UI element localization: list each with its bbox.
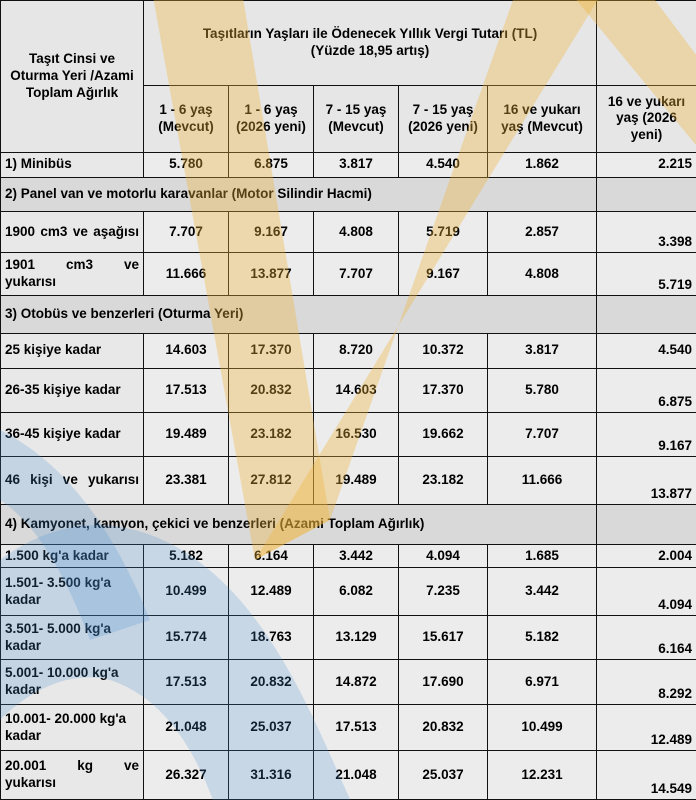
value-cell: 6.971 [488,660,597,705]
value-cell: 19.489 [144,412,229,457]
value-cell: 5.780 [144,152,229,177]
row-label: 1900 cm3 ve aşağısı [1,212,144,252]
value-cell: 4.540 [399,152,488,177]
value-cell: 3.442 [488,568,597,616]
value-cell: 13.129 [314,615,399,660]
value-cell: 14.549 [597,751,696,800]
value-cell: 4.808 [488,252,597,295]
value-cell: 25.037 [229,704,314,751]
section-title: 3) Otobüs ve benzerleri (Oturma Yeri) [1,296,597,333]
value-cell: 10.499 [144,568,229,616]
value-cell: 14.872 [314,660,399,705]
row-label: 5.001- 10.000 kg'a kadar [1,660,144,705]
value-cell: 6.082 [314,568,399,616]
column-header: 16 ve yukarı yaş (2026 yeni) [597,85,696,152]
value-cell: 8.292 [597,660,696,705]
row-label: 25 kişiye kadar [1,333,144,368]
section-filler [597,177,696,211]
value-cell: 20.832 [399,704,488,751]
value-cell: 21.048 [144,704,229,751]
row-label: 3.501- 5.000 kg'a kadar [1,615,144,660]
value-cell: 15.774 [144,615,229,660]
value-cell: 20.832 [229,369,314,412]
value-cell: 4.540 [597,333,696,368]
value-cell: 16.530 [314,412,399,457]
value-cell: 14.603 [314,369,399,412]
table-row [1,212,696,252]
value-cell: 25.037 [399,751,488,800]
value-cell: 15.617 [399,615,488,660]
column-header: 1 - 6 yaş (Mevcut) [144,85,229,152]
value-cell: 23.182 [399,457,488,505]
value-cell: 2.004 [597,545,696,568]
value-cell: 21.048 [314,751,399,800]
value-cell: 9.167 [229,212,314,252]
value-cell: 27.812 [229,457,314,505]
table-row [1,369,696,412]
table-row [1,252,696,295]
value-cell: 6.875 [597,369,696,412]
value-cell: 10.499 [488,704,597,751]
value-cell: 13.877 [229,252,314,295]
column-header: 16 ve yukarı yaş (Mevcut) [488,85,597,152]
row-label: 1) Minibüs [1,152,144,177]
value-cell: 5.719 [399,212,488,252]
value-cell: 31.316 [229,751,314,800]
table-row [1,333,696,368]
value-cell: 5.182 [488,615,597,660]
column-header: 7 - 15 yaş (Mevcut) [314,85,399,152]
section-row [1,296,696,333]
value-cell: 19.489 [314,457,399,505]
table-row [1,152,696,177]
table-row [1,412,696,457]
row-label: 36-45 kişiye kadar [1,412,144,457]
value-cell: 17.513 [144,660,229,705]
value-cell: 8.720 [314,333,399,368]
value-cell: 26.327 [144,751,229,800]
column-header: 1 - 6 yaş (2026 yeni) [229,85,314,152]
table-row [1,704,696,751]
value-cell: 13.877 [597,457,696,505]
section-title: 4) Kamyonet, kamyon, çekici ve benzerleri (Azami Toplam Ağırlık) [1,504,597,544]
value-cell: 17.370 [229,333,314,368]
value-cell: 4.094 [399,545,488,568]
row-label: 46 kişi ve yukarısı [1,457,144,505]
value-cell: 7.707 [144,212,229,252]
row-label: 20.001 kg ve yukarısı [1,751,144,800]
section-row [1,504,696,544]
value-cell: 6.164 [229,545,314,568]
value-cell: 6.164 [597,615,696,660]
table-row [1,568,696,616]
value-cell: 2.215 [597,152,696,177]
value-cell: 17.370 [399,369,488,412]
value-cell: 1.862 [488,152,597,177]
section-title: 2) Panel van ve motorlu karavanlar (Motor Silindir Hacmi) [1,177,597,211]
value-cell: 3.398 [597,212,696,252]
value-cell: 9.167 [597,412,696,457]
column-header-6-top [597,1,696,86]
value-cell: 10.372 [399,333,488,368]
table-row [1,545,696,568]
value-cell: 7.235 [399,568,488,616]
value-cell: 3.817 [488,333,597,368]
section-filler [597,296,696,333]
table-row [1,615,696,660]
value-cell: 20.832 [229,660,314,705]
value-cell: 5.719 [597,252,696,295]
value-cell: 17.690 [399,660,488,705]
value-cell: 1.685 [488,545,597,568]
value-cell: 12.489 [597,704,696,751]
table-row [1,660,696,705]
value-cell: 3.817 [314,152,399,177]
row-label: 10.001- 20.000 kg'a kadar [1,704,144,751]
column-header: 7 - 15 yaş (2026 yeni) [399,85,488,152]
value-cell: 12.231 [488,751,597,800]
value-cell: 7.707 [314,252,399,295]
row-label: 26-35 kişiye kadar [1,369,144,412]
value-cell: 23.182 [229,412,314,457]
section-filler [597,504,696,544]
table-row [1,751,696,800]
value-cell: 17.513 [144,369,229,412]
value-cell: 18.763 [229,615,314,660]
value-cell: 4.094 [597,568,696,616]
value-cell: 23.381 [144,457,229,505]
value-cell: 11.666 [488,457,597,505]
row-label: 1.501- 3.500 kg'a kadar [1,568,144,616]
value-cell: 6.875 [229,152,314,177]
value-cell: 14.603 [144,333,229,368]
value-cell: 5.780 [488,369,597,412]
value-cell: 5.182 [144,545,229,568]
value-cell: 4.808 [314,212,399,252]
table-row [1,457,696,505]
value-cell: 12.489 [229,568,314,616]
section-row [1,177,696,211]
table-title [144,1,597,86]
value-cell: 19.662 [399,412,488,457]
table-title-text: Taşıtların Yaşları ile Ödenecek Yıllık Vergi Tutarı (TL) [202,26,538,42]
corner-header: Taşıt Cinsi ve Oturma Yeri /Azami Toplam Ağırlık [1,1,144,153]
value-cell: 11.666 [144,252,229,295]
value-cell: 3.442 [314,545,399,568]
value-cell: 2.857 [488,212,597,252]
row-label: 1.500 kg'a kadar [1,545,144,568]
table-subtitle: (Yüzde 18,95 artış) [310,42,430,58]
value-cell: 7.707 [488,412,597,457]
row-label: 1901 cm3 ve yukarısı [1,252,144,295]
value-cell: 17.513 [314,704,399,751]
value-cell: 9.167 [399,252,488,295]
